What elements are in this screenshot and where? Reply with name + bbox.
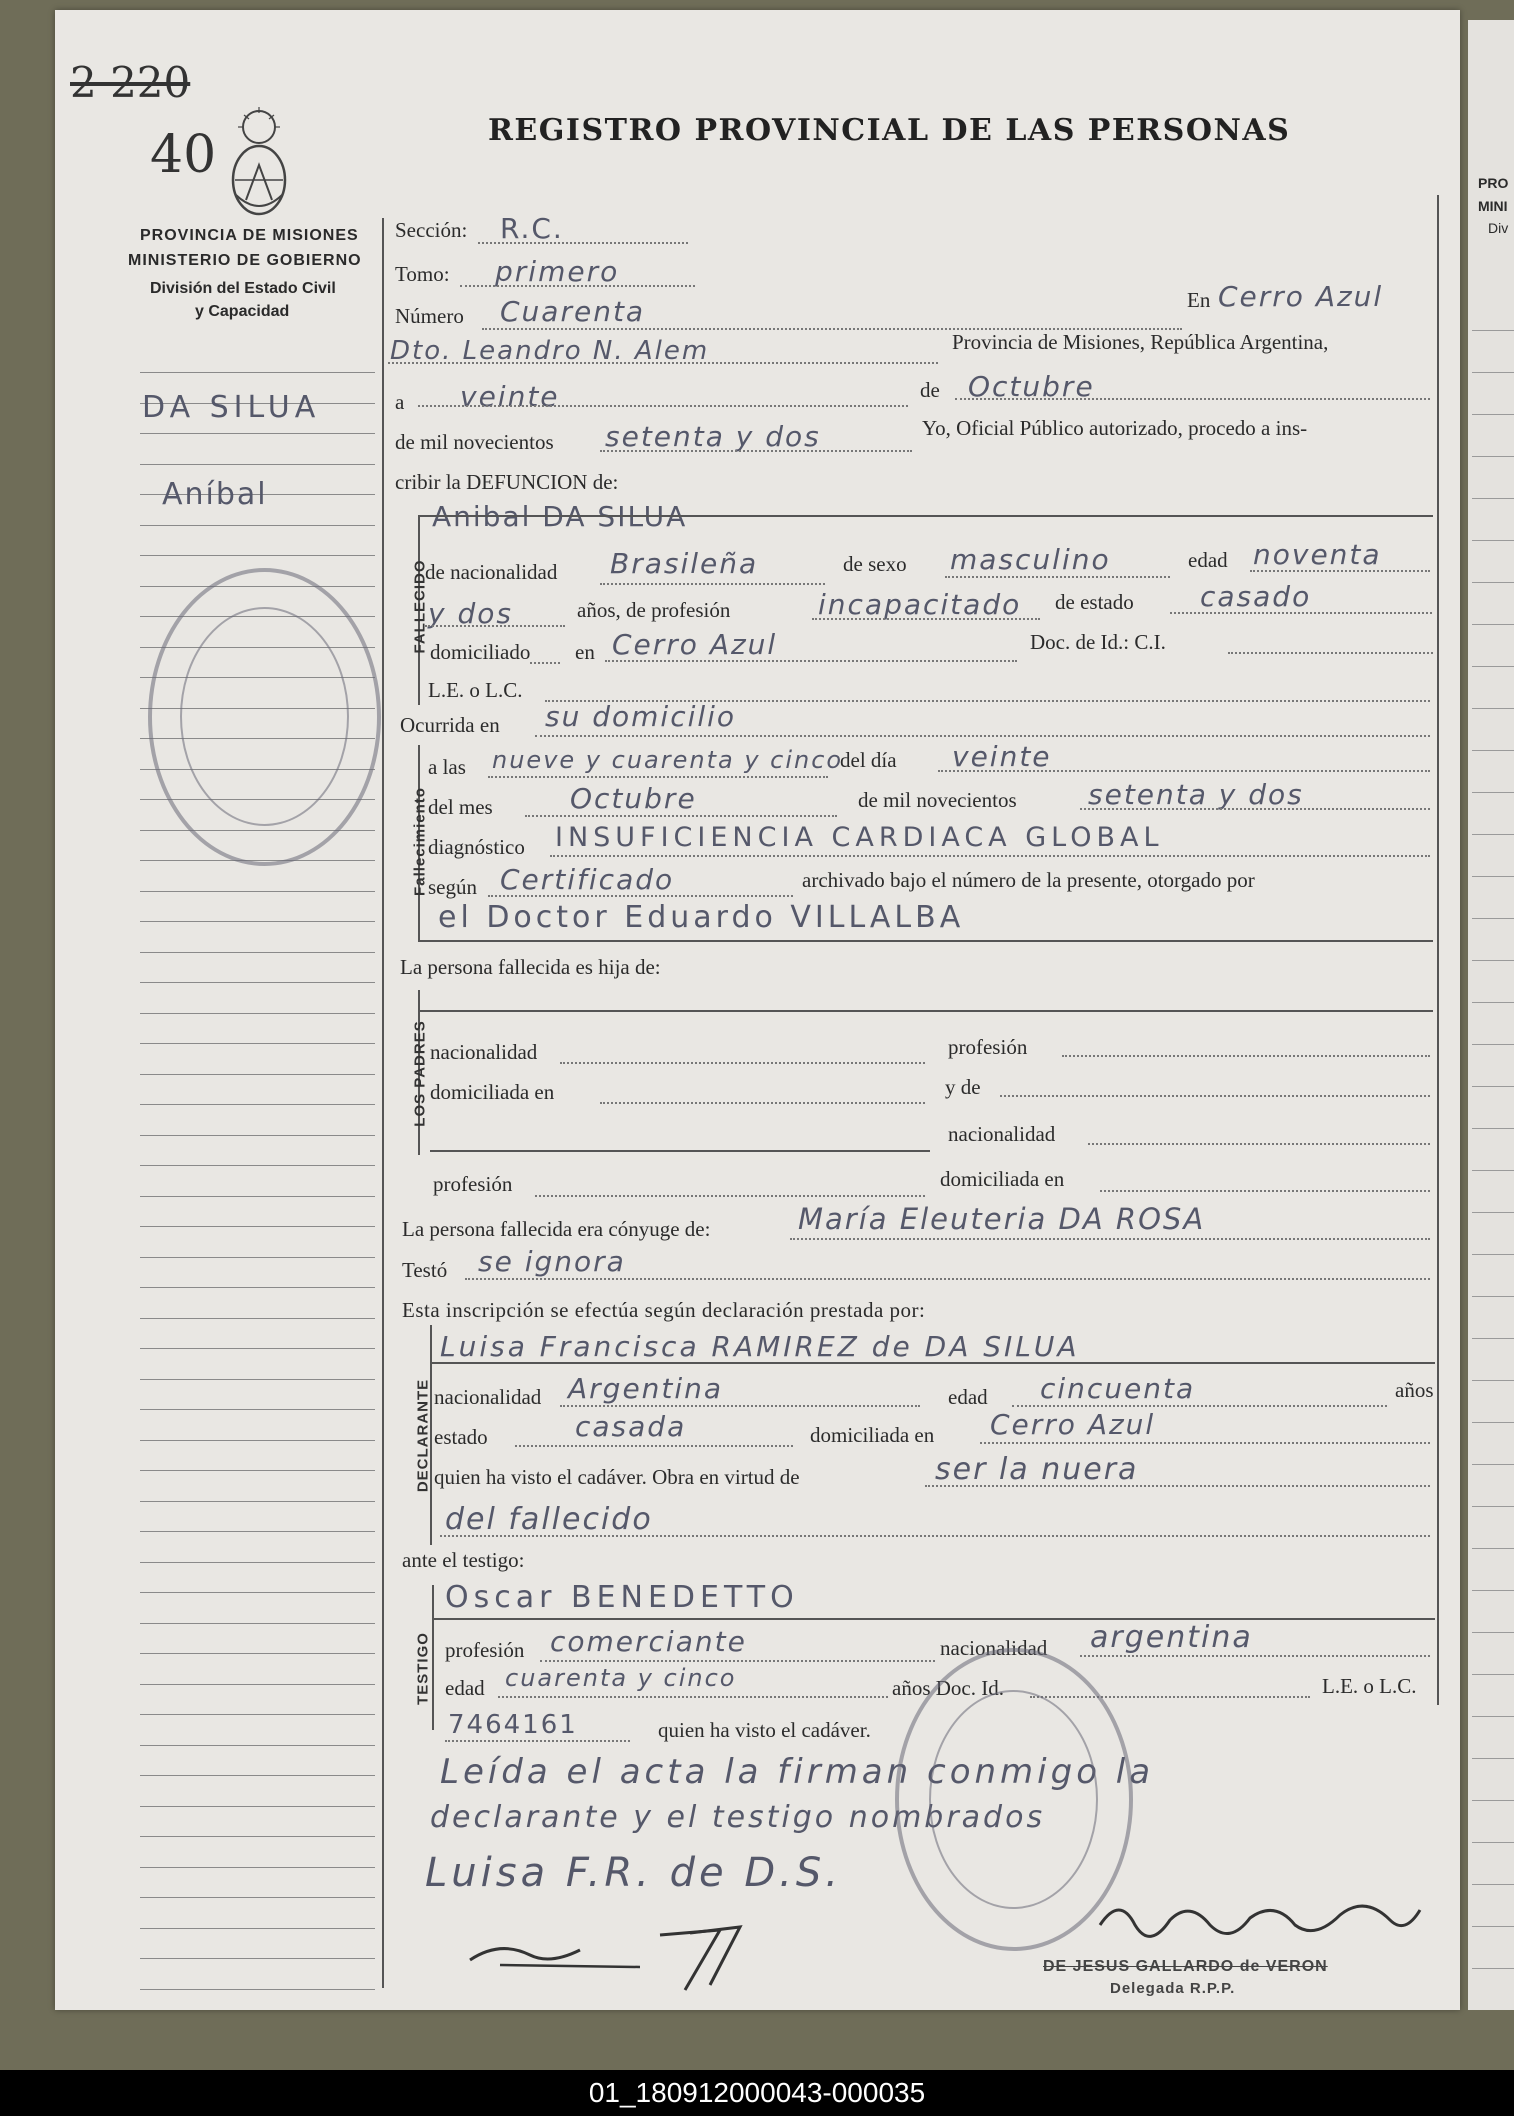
margin-rule-line [140,982,375,983]
declarante-edad-value: cincuenta [1040,1372,1196,1405]
adjacent-rule-line [1472,498,1514,499]
nacionalidad-value: Brasileña [610,547,759,580]
edad-value-2: y dos [428,597,513,630]
margin-rule-line [140,1257,375,1258]
official-name: DE JESUS GALLARDO de VERON [1043,1958,1328,1975]
margin-rule-line [140,1806,375,1807]
testigo-signature-icon [460,1905,790,1995]
footer-filename: 01_180912000043-000035 [0,2070,1514,2116]
declarante-nacionalidad-label: nacionalidad [434,1385,542,1409]
adjacent-rule-line [1472,1212,1514,1213]
adjacent-rule-line [1472,750,1514,751]
margin-rule-line [140,372,375,373]
anio-label: de mil novecientos [395,430,554,454]
adjacent-rule-line [1472,1338,1514,1339]
testigo-visto-text: quien ha visto el cadáver. [658,1718,871,1742]
testigo-le-lc-label: L.E. o L.C. [1322,1674,1417,1698]
margin-rule-line [140,525,375,526]
deldia-label: del día [840,748,897,772]
declarante-anios-label: años [1395,1378,1434,1402]
margin-rule-line [140,1348,375,1349]
ministry-label: MINISTERIO DE GOBIERNO [128,252,362,269]
adjacent-rule-line [1472,1926,1514,1927]
tomo-value: primero [495,255,620,288]
adjacent-rule-line [1472,582,1514,583]
testo-value: se ignora [478,1245,626,1278]
margin-rule-line [140,1745,375,1746]
padres-profesion2-label: profesión [433,1172,513,1196]
alas-label: a las [428,755,466,779]
adjacent-rule-line [1472,1296,1514,1297]
adjacent-rule-line [1472,1590,1514,1591]
diagnostico-label: diagnóstico [428,835,525,859]
margin-rule-line [140,1379,375,1380]
margin-given-name: Aníbal [162,477,268,512]
adjacent-rule-line [1472,330,1514,331]
margin-rule-line [140,433,375,434]
form-right-border [1437,195,1439,1705]
deceased-name: Anibal DA SILUA [432,500,688,533]
conyuge-value: María Eleuteria DA ROSA [798,1202,1206,1236]
edad-value: noventa [1253,538,1382,571]
de-label: de [920,378,940,402]
section-label-padres: LOS PADRES [411,1020,429,1127]
adjacent-rule-line [1472,1842,1514,1843]
declarante-virtud-value: ser la nuera [935,1452,1139,1487]
declarante-estado-value: casada [575,1410,687,1443]
ocurrida-value: su domicilio [545,700,737,733]
page-number: 40 [150,125,217,185]
declarante-nacionalidad-value: Argentina [568,1372,724,1405]
anio2-value: setenta y dos [1088,778,1304,811]
margin-rule-line [140,1287,375,1288]
en-label: En [1187,288,1211,312]
seccion-value: R.C. [500,212,564,245]
segun-value: Certificado [500,863,675,896]
adjacent-rule-line [1472,1968,1514,1969]
margin-rule-line [140,921,375,922]
doctor-value: el Doctor Eduardo VILLALBA [438,900,965,935]
margin-rule-line [140,1653,375,1654]
dto-value: Dto. Leandro N. Alem [390,336,710,366]
adjacent-rule-line [1472,834,1514,835]
province-label: PROVINCIA DE MISIONES [140,227,359,244]
declarante-visto-text: quien ha visto el cadáver. Obra en virtud de [434,1465,800,1489]
conyuge-label: La persona fallecida era cónyuge de: [402,1217,711,1241]
inscripcion-text: Esta inscripción se efectúa según declaración prestada por: [402,1298,926,1322]
division-label: División del Estado Civil [150,280,336,297]
declarante-domicilio-value: Cerro Azul [990,1408,1156,1441]
registry-stamp-right [895,1648,1133,1951]
adjacent-rule-line [1472,414,1514,415]
hora-value: nueve y cuarenta y cinco [492,746,844,774]
en-value: Cerro Azul [1218,280,1384,313]
margin-rule-line [140,1318,375,1319]
adjacent-rule-line [1472,1464,1514,1465]
tomo-label: Tomo: [395,262,450,286]
margin-rule-line [140,1074,375,1075]
division-label-2: y Capacidad [195,303,290,320]
margin-rule-line [140,1531,375,1532]
adjacent-rule-line [1472,918,1514,919]
mes2-value: Octubre [570,782,697,815]
testigo-nacionalidad-value: argentina [1090,1620,1253,1655]
dia-value: veinte [460,380,560,413]
estado-label: de estado [1055,590,1134,614]
section-label-fallecido: FALLECIDO [411,559,429,654]
margin-rule-line [140,1470,375,1471]
testo-label: Testó [402,1258,448,1282]
margin-rule-line [140,464,375,465]
declarante-edad-label: edad [948,1385,988,1409]
testigo-edad-value: cuarenta y cinco [505,1664,737,1692]
margin-rule-line [140,1135,375,1136]
coat-of-arms-icon [226,105,292,220]
dia2-value: veinte [952,740,1052,773]
padres-domiciliada2-label: domiciliada en [940,1167,1065,1191]
margin-rule-line [140,952,375,953]
archivado-text: archivado bajo el número de la presente, otorgado por [802,868,1255,892]
adjacent-rule-line [1472,1884,1514,1885]
adjacent-rule-line [1472,456,1514,457]
margin-rule-line [140,1897,375,1898]
margin-rule-line [140,1043,375,1044]
margin-rule-line [140,1836,375,1837]
adjacent-rule-line [1472,792,1514,793]
a-label: a [395,390,405,414]
registry-stamp-left [148,568,381,866]
padres-domiciliada-label: domiciliada en [430,1080,555,1104]
margin-rule-line [140,1592,375,1593]
numero-label: Número [395,304,464,328]
closing-line-2: declarante y el testigo nombrados [430,1800,1046,1835]
estado-value: casado [1200,580,1312,613]
margin-rule-line [140,1226,375,1227]
adjacent-rule-line [1472,1506,1514,1507]
margin-rule-line [140,1501,375,1502]
adjacent-page-text-1: PRO [1478,175,1509,191]
anios-profesion-label: años, de profesión [577,598,731,622]
testigo-text: ante el testigo: [402,1548,525,1572]
domiciliado-label: domiciliado [430,640,531,664]
section-label-testigo: TESTIGO [414,1632,432,1705]
seccion-label: Sección: [395,218,468,242]
margin-rule-line [140,555,375,556]
sexo-value: masculino [950,543,1111,576]
testigo-profesion-value: comerciante [550,1625,747,1658]
margin-rule-line [140,1928,375,1929]
margin-rule-line [140,1714,375,1715]
declarante-virtud-value-2: del fallecido [445,1502,653,1537]
segun-label: según [428,875,477,899]
nacionalidad-label: de nacionalidad [425,560,558,584]
margin-rule-line [140,891,375,892]
adjacent-rule-line [1472,1254,1514,1255]
provincia-text: Provincia de Misiones, República Argentina, [952,330,1329,354]
diagnostico-value: INSUFICIENCIA CARDIACA GLOBAL [555,822,1164,853]
margin-rule-line [140,1958,375,1959]
form-left-border [382,218,384,1988]
anio-value: setenta y dos [605,420,821,453]
adjacent-page [1468,20,1514,2010]
adjacent-rule-line [1472,1128,1514,1129]
testigo-name: Oscar BENEDETTO [445,1580,799,1615]
domicilio-value: Cerro Azul [612,628,778,661]
padres-nacionalidad-label: nacionalidad [430,1040,538,1064]
closing-line-1: Leída el acta la firman conmigo la [440,1752,1155,1792]
section-label-declarante: DECLARANTE [414,1378,432,1493]
adjacent-rule-line [1472,1086,1514,1087]
struck-number: 2 220 [70,58,191,107]
doc-id-label: Doc. de Id.: C.I. [1030,630,1166,654]
cribir-text: cribir la DEFUNCION de: [395,470,619,494]
ocurrida-label: Ocurrida en [400,713,500,737]
declarante-estado-label: estado [434,1425,488,1449]
declarante-domicilio-label: domiciliada en [810,1423,935,1447]
profesion-value: incapacitado [818,588,1022,621]
en-label-2: en [575,640,595,664]
edad-label: edad [1188,548,1228,572]
margin-rule-line [140,1409,375,1410]
margin-rule-line [140,1989,375,1990]
official-signature-icon [1090,1880,1430,1960]
section-label-fallecimiento: Fallecimiento [411,787,429,896]
padres-nacionalidad2-label: nacionalidad [948,1122,1056,1146]
margin-rule-line [140,1623,375,1624]
adjacent-rule-line [1472,1716,1514,1717]
adjacent-rule-line [1472,1674,1514,1675]
official-title: Delegada R.P.P. [1110,1980,1236,1997]
margin-surname: DA SILUA [142,390,321,425]
adjacent-rule-line [1472,624,1514,625]
adjacent-rule-line [1472,1632,1514,1633]
margin-rule-line [140,1775,375,1776]
margin-rule-line [140,1165,375,1166]
adjacent-rule-line [1472,1422,1514,1423]
mes-value: Octubre [968,370,1095,403]
padres-profesion-label: profesión [948,1035,1028,1059]
adjacent-rule-line [1472,372,1514,373]
margin-rule-line [140,1196,375,1197]
adjacent-rule-line [1472,876,1514,877]
adjacent-page-text-2: MINI [1478,198,1508,214]
le-lc-label: L.E. o L.C. [428,678,523,702]
margin-rule-line [140,1867,375,1868]
testigo-edad-label: edad [445,1676,485,1700]
adjacent-rule-line [1472,1548,1514,1549]
adjacent-rule-line [1472,1044,1514,1045]
margin-rule-line [140,1104,375,1105]
testigo-profesion-label: profesión [445,1638,525,1662]
margin-rule-line [140,1440,375,1441]
testigo-doc-value: 7464161 [448,1710,578,1740]
padres-yde-label: y de [945,1075,981,1099]
mil-label: de mil novecientos [858,788,1017,812]
testigo-anios-doc-label: años Doc. Id. [892,1676,1004,1700]
adjacent-rule-line [1472,540,1514,541]
adjacent-rule-line [1472,1170,1514,1171]
margin-rule-line [140,1562,375,1563]
hija-text: La persona fallecida es hija de: [400,955,661,979]
testigo-nacionalidad-label: nacionalidad [940,1636,1048,1660]
margin-rule-line [140,1684,375,1685]
adjacent-rule-line [1472,708,1514,709]
adjacent-rule-line [1472,1380,1514,1381]
page-title: REGISTRO PROVINCIAL DE LAS PERSONAS [488,113,1291,148]
margin-rule-line [140,1013,375,1014]
declarante-name: Luisa Francisca RAMIREZ de DA SILUA [440,1330,1080,1363]
adjacent-rule-line [1472,666,1514,667]
delmes-label: del mes [428,795,493,819]
adjacent-page-text-3: Div [1488,220,1509,236]
adjacent-rule-line [1472,960,1514,961]
adjacent-rule-line [1472,1800,1514,1801]
adjacent-rule-line [1472,1002,1514,1003]
sexo-label: de sexo [843,552,907,576]
oficial-text: Yo, Oficial Público autorizado, procedo a ins- [922,416,1308,440]
numero-value: Cuarenta [500,295,646,328]
adjacent-rule-line [1472,1758,1514,1759]
declarante-signature: Luisa F.R. de D.S. [425,1850,842,1896]
